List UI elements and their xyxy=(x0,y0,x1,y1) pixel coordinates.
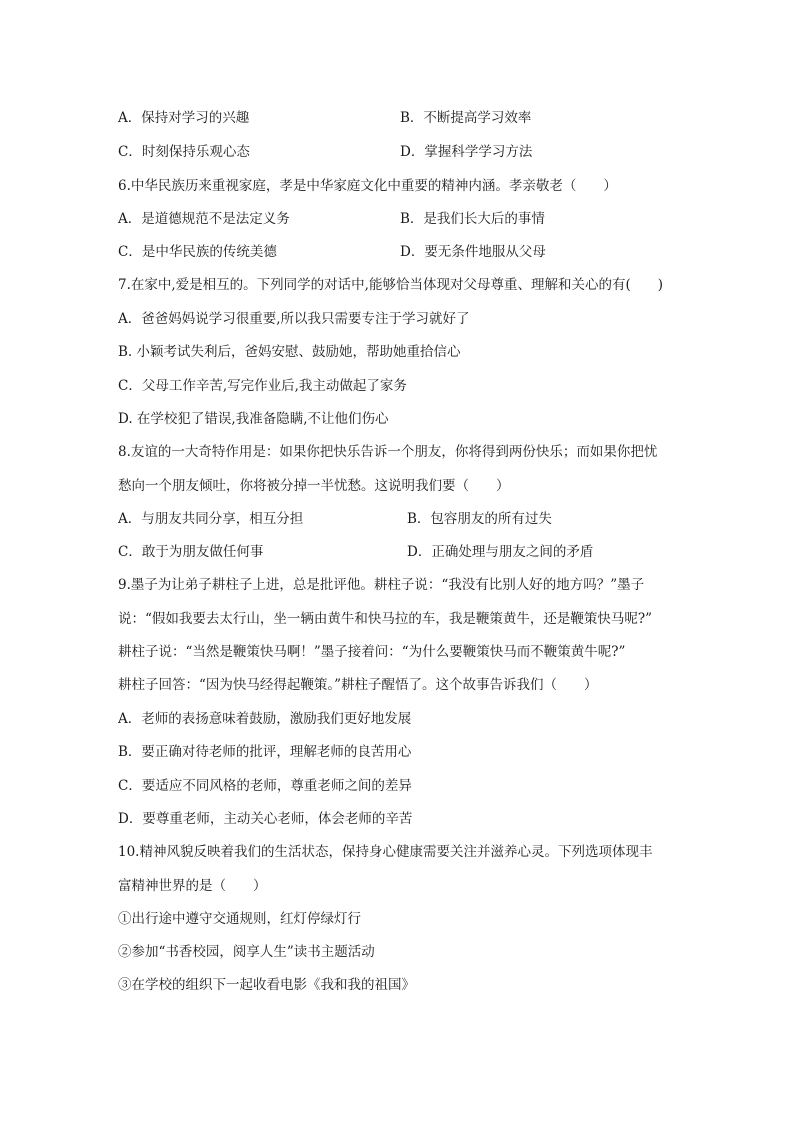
q5-option-d: D．掌握科学学习方法 xyxy=(400,144,533,160)
q9-option-d: D．要尊重老师，主动关心老师，体会老师的辛苦 xyxy=(118,811,413,827)
q10-stem-line-1: 10.精神风貌反映着我们的生活状态，保持身心健康需要关注并滋养心灵。下列选项体现丰 xyxy=(118,844,653,860)
q6-option-c: C．是中华民族的传统美德 xyxy=(118,244,277,260)
q9-stem-line-3: 耕柱子说：“当然是鞭策快马啊！”墨子接着问：“为什么要鞭策快马而不鞭策黄牛呢?” xyxy=(118,644,626,660)
q5-option-c: C．时刻保持乐观心态 xyxy=(118,144,250,160)
q10-stem-line-2: 富精神世界的是（ ） xyxy=(118,878,267,894)
q7-option-d: D. 在学校犯了错误,我准备隐瞒,不让他们伤心 xyxy=(118,411,389,427)
q10-item-2: ②参加“书香校园，阅享人生”读书主题活动 xyxy=(118,944,375,960)
q6-option-d: D．要无条件地服从父母 xyxy=(400,244,546,260)
q9-stem-line-1: 9.墨子为让弟子耕柱子上进，总是批评他。耕柱子说：“我没有比别人好的地方吗？”墨子 xyxy=(118,577,645,593)
q9-stem-line-2: 说：“假如我要去太行山，坐一辆由黄牛和快马拉的车，我是鞭策黄牛，还是鞭策快马呢?” xyxy=(118,611,653,627)
q6-option-b: B．是我们长大后的事情 xyxy=(400,211,545,227)
q8-option-a: A．与朋友共同分享，相互分担 xyxy=(118,511,304,527)
q10-item-3: ③在学校的组织下一起收看电影《我和我的祖国》 xyxy=(118,977,415,993)
q6-option-a: A．是道德规范不是法定义务 xyxy=(118,211,290,227)
q7-stem: 7.在家中,爱是相互的。下列同学的对话中,能够恰当体现对父母尊重、理解和关心的有( ) xyxy=(118,277,663,293)
q9-option-b: B．要正确对待老师的批评，理解老师的良苦用心 xyxy=(118,744,412,760)
q8-stem-line-2: 愁向一个朋友倾吐，你将被分掉一半忧愁。这说明我们要（ ） xyxy=(118,478,510,494)
q8-option-d: D．正确处理与朋友之间的矛盾 xyxy=(407,544,594,560)
q7-option-c: C．父母工作辛苦,写完作业后,我主动做起了家务 xyxy=(118,378,407,394)
q8-option-c: C．敢于为朋友做任何事 xyxy=(118,544,264,560)
q8-stem-line-1: 8.友谊的一大奇特作用是：如果你把快乐告诉一个朋友，你将得到两份快乐；而如果你把忧 xyxy=(118,444,658,460)
q6-stem: 6.中华民族历来重视家庭，孝是中华家庭文化中重要的精神内涵。孝亲敬老（ ） xyxy=(118,178,617,194)
q9-option-a: A．老师的表扬意味着鼓励，激励我们更好地发展 xyxy=(118,711,412,727)
q10-item-1: ①出行途中遵守交通规则，红灯停绿灯行 xyxy=(118,911,361,927)
q9-stem-line-4: 耕柱子回答：“因为快马经得起鞭策。”耕柱子醒悟了。这个故事告诉我们（ ） xyxy=(118,677,598,693)
q7-option-a: A．爸爸妈妈说学习很重要,所以我只需要专注于学习就好了 xyxy=(118,311,470,327)
q9-option-c: C．要适应不同风格的老师，尊重老师之间的差异 xyxy=(118,778,412,794)
q7-option-b: B. 小颖考试失利后，爸妈安慰、鼓励她，帮助她重拾信心 xyxy=(118,344,461,360)
q8-option-b: B．包容朋友的所有过失 xyxy=(407,511,552,527)
q5-option-b: B．不断提高学习效率 xyxy=(400,110,532,126)
q5-option-a: A．保持对学习的兴趣 xyxy=(118,110,250,126)
